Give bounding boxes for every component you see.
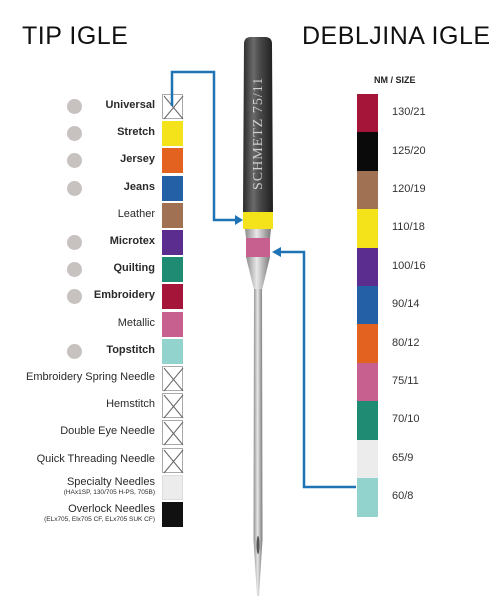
needle-type-name: Embroidery [93,289,155,302]
type-connector-arrow [235,215,243,225]
size-label: 120/19 [392,183,426,195]
needle-type-name: Topstitch [106,343,155,356]
size-label: 130/21 [392,106,426,119]
needle-type-name: Metallic [117,316,155,329]
needle-type-name: Leather [117,207,155,220]
needle-type-name: Overlock Needles [68,503,155,515]
needle-type-models: (HAx1SP, 130/705 H-PS, 705B) [63,488,155,496]
needle-type-name: Stretch [117,126,155,139]
needle-type-name: Quilting [113,262,155,275]
needle-type-name: Quick Threading Needle [36,452,155,465]
needle-type-models: (ELx705, Elx705 CF, ELx705 SUK CF) [44,516,155,523]
needle-type-name: Microtex [109,235,155,247]
size-label: 65/9 [392,451,414,464]
size-label: 90/14 [392,298,420,311]
needle-brand-text: SCHMETZ 75/11 [251,76,266,190]
needle-type-name: Specialty Needles [66,475,155,488]
needle-type-band [243,212,273,229]
needle-type-name: Double Eye Needle [60,425,155,438]
size-label: 125/20 [392,144,426,157]
size-connector-line [280,252,356,487]
debljina-igle-title: DEBLJINA IGLE [302,22,491,50]
size-label: 60/8 [392,490,414,503]
size-label: 80/12 [392,336,420,349]
size-label: 70/10 [392,413,420,426]
needle-eye [257,536,260,554]
needle-type-name: Jersey [120,153,155,166]
needle-size-band [246,238,270,257]
size-label: 110/18 [392,221,425,234]
size-label: 100/16 [392,259,426,272]
size-label: 75/11 [392,375,419,387]
type-connector-line [172,72,238,220]
size-header: NM / SIZE [374,75,416,85]
needle-type-name: Embroidery Spring Needle [25,371,155,383]
size-connector-arrow [272,247,281,257]
needle-type-name: Jeans [123,180,155,193]
needle-type-name: Universal [105,99,155,111]
tip-igle-title: TIP IGLE [22,22,129,50]
needle-type-name: Hemstitch [106,398,155,411]
